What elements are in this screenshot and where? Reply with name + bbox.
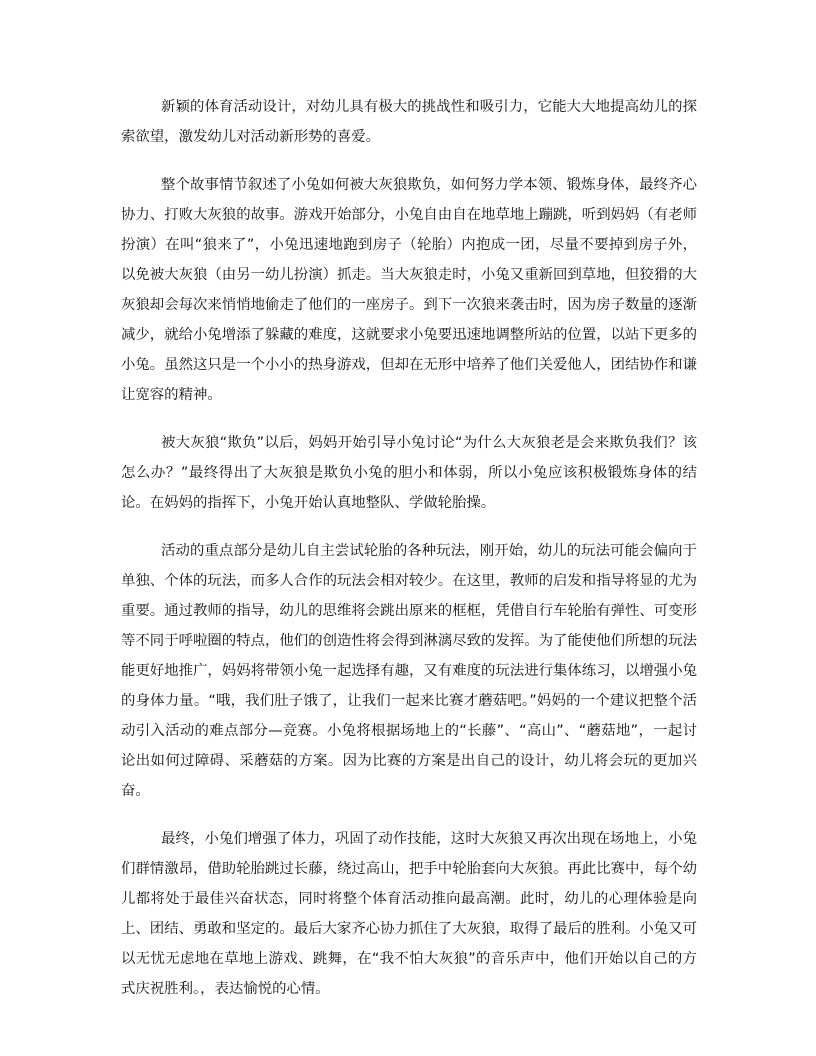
paragraph-5: 最终，小兔们增强了体力，巩固了动作技能，这时大灰狼又再次出现在场地上，小兔们群情激昂，借助轮胎跳过长藤，绕过高山，把手中轮胎套向大灰狼。再此比赛中，每个幼儿都将处于最佳兴奋状态，同时将整个体育活动推向最高潮。此时，幼儿的心理体验是向上、团结、勇敢和坚定的。最后大家齐心协力抓住了大灰狼，取得了最后的胜利。小兔又可以无忧无虑地在草地上游戏、跳舞，在“我不怕大灰狼”的音乐声中，他们开始以自己的方式庆祝胜利。，表达愉悦的心情。 <box>121 831 697 997</box>
paragraph-3: 被大灰狼“欺负”以后，妈妈开始引导小兔讨论“为什么大灰狼老是会来欺负我们？该怎么办？”最终得出了大灰狼是欺负小兔的胆小和体弱，所以小兔应该积极锻炼身体的结论。在妈妈的指挥下，小兔开始认真地整队、学做轮胎操。 <box>121 435 697 511</box>
paragraph-4: 活动的重点部分是幼儿自主尝试轮胎的各种玩法，刚开始，幼儿的玩法可能会偏向于单独、个体的玩法，而多人合作的玩法会相对较少。在这里，教师的启发和指导将显的尤为重要。通过教师的指导，幼儿的思维将会跳出原来的框框，凭借自行车轮胎有弹性、可变形等不同于呼啦圈的特点，他们的创造性将会得到淋漓尽致的发挥。为了能使他们所想的玩法能更好地推广，妈妈将带领小兔一起选择有趣，又有难度的玩法进行集体练习，以增强小兔的身体力量。“哦，我们肚子饿了，让我们一起来比赛才蘑菇吧。”妈妈的一个建议把整个活动引入活动的难点部分—竞赛。小兔将根据场地上的“长藤”、“高山”、“蘑菇地”，一起讨论出如何过障碍、采蘑菇的方案。因为比赛的方案是出自己的设计，幼儿将会玩的更加兴奋。 <box>121 543 697 799</box>
paragraph-2: 整个故事情节叙述了小兔如何被大灰狼欺负，如何努力学本领、锻炼身体，最终齐心协力、打败大灰狼的故事。游戏开始部分，小兔自由自在地草地上蹦跳，听到妈妈（有老师扮演）在叫“狼来了”，小兔迅速地跑到房子（轮胎）内抱成一团，尽量不要掉到房子外，以免被大灰狼（由另一幼儿扮演）抓走。当大灰狼走时，小兔又重新回到草地，但狡猾的大灰狼却会每次来悄悄地偷走了他们的一座房子。到下一次狼来袭击时，因为房子数量的逐渐减少，就给小兔增添了躲藏的难度，这就要求小兔要迅速地调整所站的位置，以站下更多的小兔。虽然这只是一个小小的热身游戏，但却在无形中培养了他们关爱他人，团结协作和谦让宽容的精神。 <box>121 177 697 403</box>
document-page <box>121 92 697 1022</box>
paragraph-1: 新颖的体育活动设计，对幼儿具有极大的挑战性和吸引力，它能大大地提高幼儿的探索欲望，激发幼儿对活动新形势的喜爱。 <box>121 99 697 145</box>
